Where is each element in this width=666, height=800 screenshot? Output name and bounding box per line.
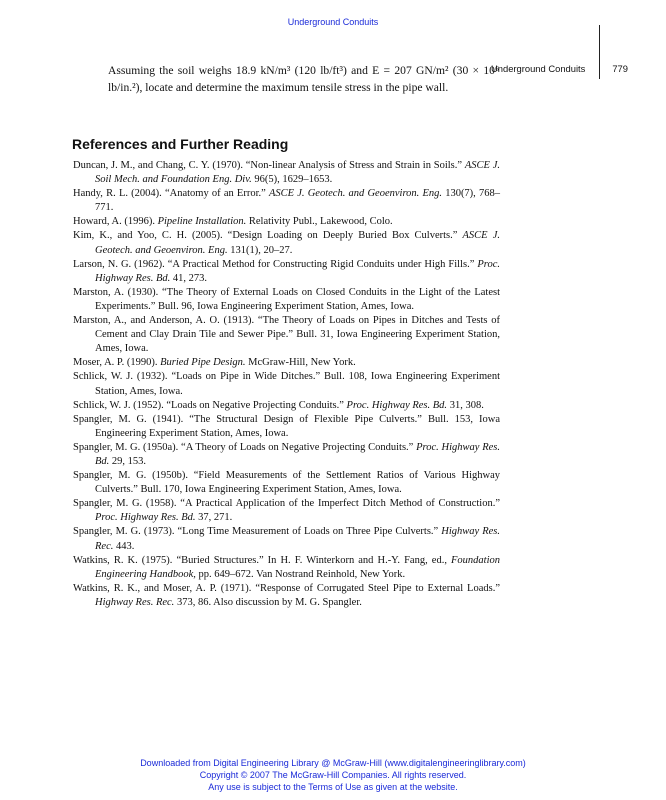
problem-line-1: Assuming the soil weighs 18.9 kN/m³ (120 lb/ft³) and E = 207 GN/m² (108, 64, 449, 77)
header-divider (599, 25, 600, 79)
problem-text (108, 63, 499, 96)
reference-item: Howard, A. (1996). Pipeline Installation. Relativity Publ., Lakewood, Colo. (73, 216, 393, 228)
reference-item: Spangler, M. G. (1958). “A Practical Application of the Imperfect Ditch Method of Construction.” Proc. Highway Res. Bd. 37, 271. (73, 498, 500, 524)
reference-item: Spangler, M. G. (1941). “The Structural Design of Flexible Pipe Culverts.” Bull. 153, Iowa Engineering Experiment Station, Ames, Iowa. (73, 413, 500, 439)
running-title: Underground Conduits (491, 62, 586, 74)
chapter-link[interactable]: Underground Conduits (287, 17, 379, 27)
reference-item: Kim, K., and Yoo, C. H. (2005). “Design Loading on Deeply Buried Box Culverts.” ASCE J. Geotech. and Geoenviron. Eng. 131(1), 20–27. (73, 230, 500, 256)
reference-item: Duncan, J. M., and Chang, C. Y. (1970). “Non-linear Analysis of Stress and Strain in Soils.” ASCE J. Soil Mech. and Foundation Eng. Div. 96(5), 1629–1653. (73, 160, 500, 186)
problem-line-2: (30 × 10⁶ lb/in.²), locate and determine the maximum tensile stress in the (108, 64, 499, 94)
reference-item: Marston, A., and Anderson, A. O. (1913). “The Theory of Loads on Pipes in Ditches and Tests of Cement and Clay Drain Tile and Sewer Pipe.” Bull. 31, Iowa Engineering Experiment Station, Ames, Iowa. (73, 315, 500, 355)
reference-item: Handy, R. L. (2004). “Anatomy of an Error.” ASCE J. Geotech. and Geoenviron. Eng. 130(7), 768–771. (73, 188, 500, 214)
page-number: 779 (612, 62, 628, 74)
reference-item: Watkins, R. K., and Moser, A. P. (1971). “Response of Corrugated Steel Pipe to External Loads.” Highway Res. Rec. 373, 86. Also discussion by M. G. Spangler. (73, 582, 500, 608)
section-title: References and Further Reading (72, 136, 289, 152)
reference-item: Spangler, M. G. (1950a). “A Theory of Loads on Negative Projecting Conduits.” Proc. Highway Res. Bd. 29, 153. (73, 441, 500, 467)
reference-item: Schlick, W. J. (1932). “Loads on Pipe in Wide Ditches.” Bull. 108, Iowa Engineering Experiment Station, Ames, Iowa. (73, 371, 500, 397)
reference-item: Larson, N. G. (1962). “A Practical Method for Constructing Rigid Conduits under High Fills.” Proc. Highway Res. Bd. 41, 273. (73, 258, 500, 284)
reference-item: Spangler, M. G. (1950b). “Field Measurements of the Settlement Ratios of Various Highway Culverts.” Bull. 170, Iowa Engineering Experiment Station, Ames, Iowa. (73, 470, 500, 496)
reference-list (73, 159, 500, 610)
footer-notice (0, 757, 666, 793)
reference-item: Schlick, W. J. (1952). “Loads on Negative Projecting Conduits.” Proc. Highway Res. Bd. 31, 308. (73, 399, 484, 411)
running-head (491, 41, 628, 95)
reference-item: Watkins, R. K. (1975). “Buried Structures.” In H. F. Winterkorn and H.-Y. Fang, ed., Foundation Engineering Handbook, pp. 649–672. Van Nostrand Reinhold, New York. (73, 554, 500, 580)
reference-item: Spangler, M. G. (1973). “Long Time Measurement of Loads on Three Pipe Culverts.” Highway Res. Rec. 443. (73, 526, 500, 552)
problem-line-3: pipe wall. (402, 80, 449, 94)
reference-item: Moser, A. P. (1990). Buried Pipe Design. McGraw-Hill, New York. (73, 357, 356, 369)
reference-item: Marston, A. (1930). “The Theory of External Loads on Closed Conduits in the Light of the Latest Experiments.” Bull. 96, Iowa Engineering Experiment Station, Ames, Iowa. (73, 286, 500, 312)
footer-download-link[interactable]: Downloaded from Digital Engineering Library @ McGraw-Hill (www.digitalengineeringlibrary.com) (140, 758, 526, 768)
footer-copyright: Copyright © 2007 The McGraw-Hill Companies. All rights reserved. (199, 770, 467, 780)
footer-terms[interactable]: Any use is subject to the Terms of Use as given at the website. (208, 782, 458, 792)
